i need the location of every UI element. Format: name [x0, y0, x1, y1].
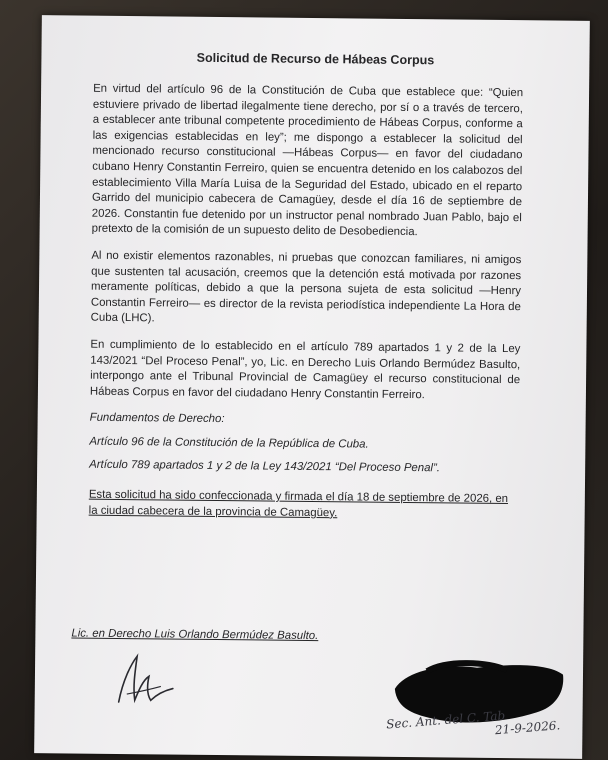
fundamentos-heading: Fundamentos de Derecho: — [89, 411, 225, 426]
closing-statement: Esta solicitud ha sido confeccionada y firmada el día 18 de septiembre de 2026, en la ciudad cabecera de la provincia de Camagüey. — [88, 488, 509, 519]
handwritten-note-line-1: Sec. Ant. del C. Tab — [385, 708, 506, 732]
signatory-name: Lic. en Derecho Luis Orlando Bermúdez Basulto. — [71, 627, 319, 643]
paragraph-2: Al no existir elementos razonables, ni pruebas que conozcan familiares, ni amigos que sustenten tal acusación, creemos que la detención está motivada por razones meramente políticas, debido a que la persona sujeta de esta solicitud —Henry Constantin Ferreiro— es director de la revista periodística independiente La Hora de Cuba (LHC). — [90, 249, 522, 325]
document-body — [88, 82, 523, 535]
paragraph-1: En virtud del artículo 96 de la Constitución de Cuba que establece que: “Quien estuviere privado de libertad ilegalmente tiene derecho, por sí o a través de tercero, a establecer ante tribunal competente procedimiento de Hábeas Corpus, conforme a las exigencias establecidas en ley”; me dispongo a establecer la solicitud del mencionado recurso constitucional —Hábeas Corpus— en favor del ciudadano cubano Henry Constantin Ferreiro, quien se encuentra detenido en los calabozos del establecimiento Villa María Luisa de la Seguridad del Estado, ubicado en el reparto Garrido del municipio cabecera de Camagüey, desde el día 16 de septiembre de 2026. Constantin fue detenido por un instructor penal nombrado Juan Pablo, bajo el pretexto de la comisión de un supuesto delito de Desobediencia. — [91, 82, 524, 239]
fundamento-item-2: Artículo 789 apartados 1 y 2 de la Ley 143/2021 “Del Proceso Penal”. — [89, 459, 441, 475]
handwritten-signature — [113, 650, 184, 711]
document-page — [34, 15, 590, 759]
handwritten-note-date: 21-9-2026. — [494, 718, 561, 738]
document-title: Solicitud de Recurso de Hábeas Corpus — [196, 50, 435, 68]
fundamento-item-1: Artículo 96 de la Constitución de la República de Cuba. — [89, 435, 369, 451]
paragraph-3: En cumplimiento de lo establecido en el artículo 789 apartados 1 y 2 de la Ley 143/2021 “Del Proceso Penal”, yo, Lic. en Derecho Luis Orlando Bermúdez Basulto, interpongo ante el Tribunal Provincial de Camagüey el recurso constitucional de Hábeas Corpus en favor del ciudadano Henry Constantin Ferreiro. — [89, 338, 521, 401]
